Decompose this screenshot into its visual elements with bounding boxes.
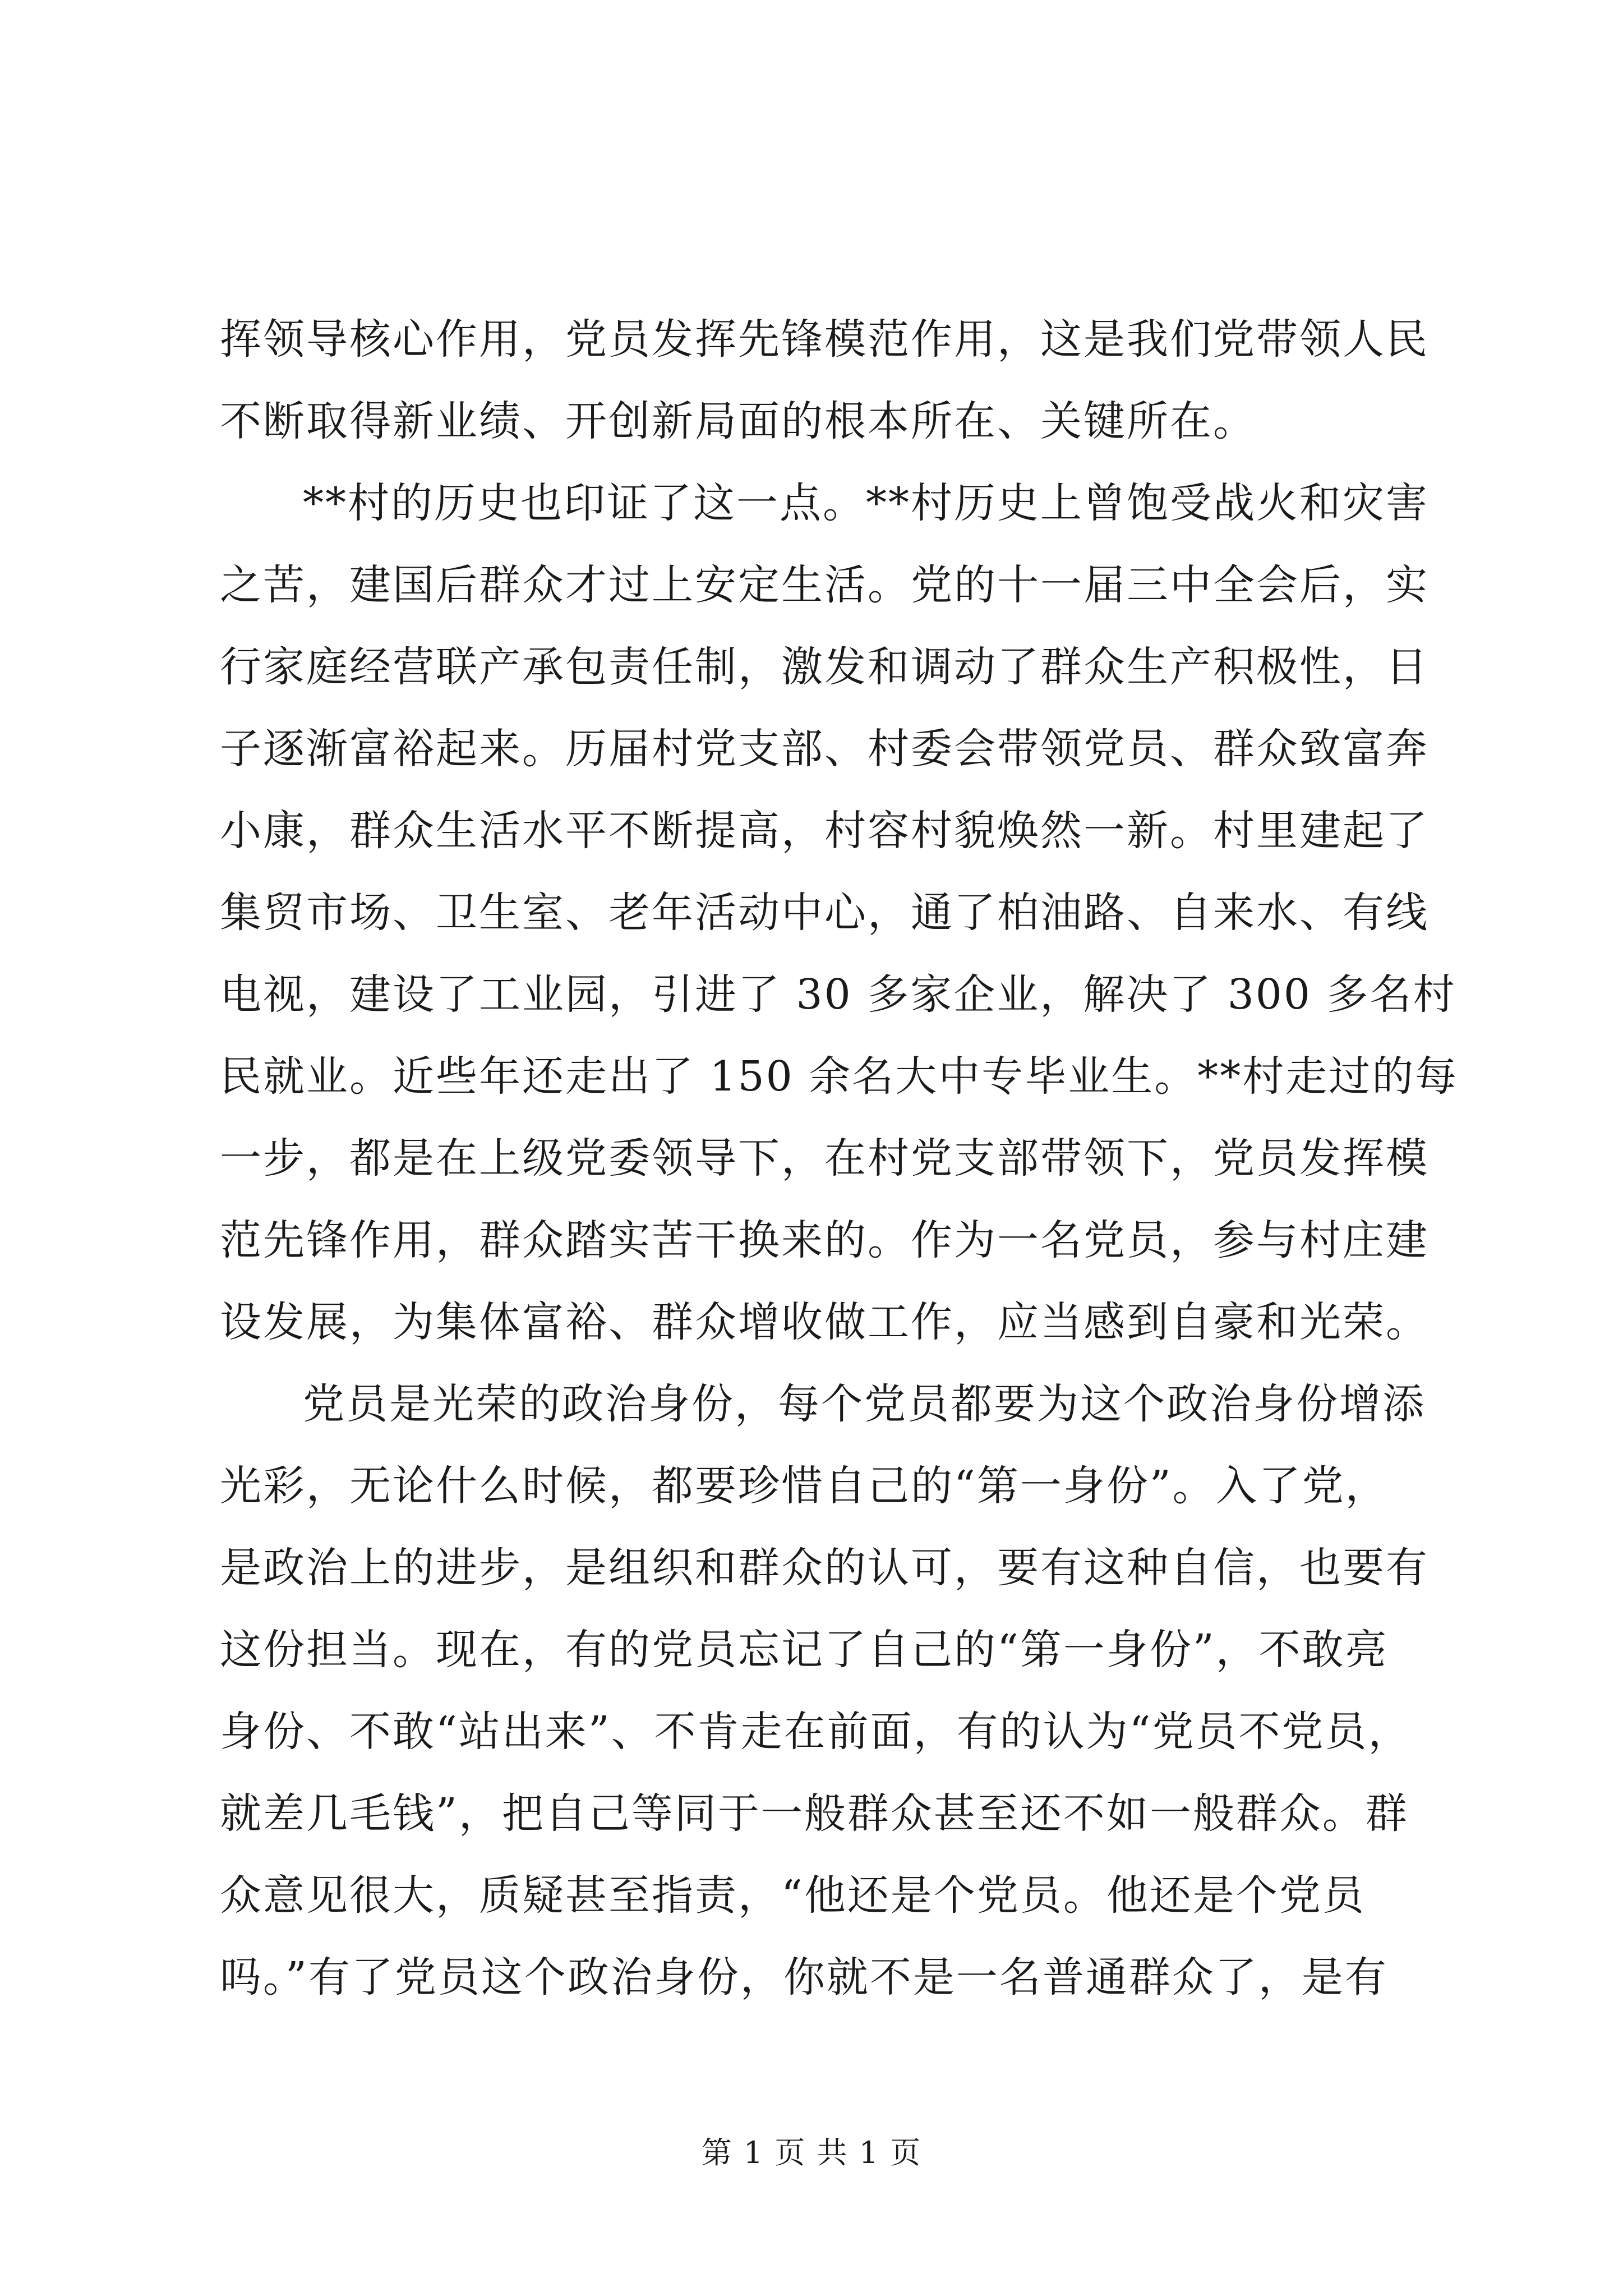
text-line: 集贸市场、卫生室、老年活动中心，通了柏油路、自来水、有线 — [220, 889, 1429, 937]
text-line: 小康，群众生活水平不断提高，村容村貌焕然一新。村里建起了 — [220, 807, 1429, 855]
text-line: 不断取得新业绩、开创新局面的根本所在、关键所在。 — [220, 397, 1256, 445]
page-footer — [0, 2131, 1623, 2175]
text-line: 就差几毛钱”，把自己等同于一般群众甚至还不如一般群众。群 — [220, 1789, 1409, 1838]
text-line: 行家庭经营联产承包责任制，激发和调动了群众生产积极性，日 — [220, 643, 1429, 691]
paragraph-start-line: **村的历史也印证了这一点。**村历史上曾饱受战火和灾害 — [303, 479, 1429, 527]
text-line: 光彩，无论什么时候，都要珍惜自己的“第一身份”。入了党， — [220, 1462, 1389, 1510]
text-line: 范先锋作用，群众踏实苦干换来的。作为一名党员，参与村庄建 — [220, 1216, 1429, 1264]
text-line: 一步，都是在上级党委领导下，在村党支部带领下，党员发挥模 — [220, 1134, 1429, 1182]
text-line: 挥领导核心作用，党员发挥先锋模范作用，这是我们党带领人民 — [220, 315, 1429, 364]
text-line: 电视，建设了工业园，引进了 30 多家企业，解决了 300 多名村 — [220, 970, 1456, 1019]
text-line: 之苦，建国后群众才过上安定生活。党的十一届三中全会后，实 — [220, 561, 1429, 609]
text-line: 设发展，为集体富裕、群众增收做工作，应当感到自豪和光荣。 — [220, 1298, 1429, 1346]
document-body — [220, 298, 1459, 2018]
text-line: 民就业。近些年还走出了 150 余名大中专毕业生。**村走过的每 — [220, 1052, 1459, 1101]
text-line: 众意见很大，质疑甚至指责，“他还是个党员。他还是个党员 — [220, 1871, 1366, 1920]
text-line: 这份担当。现在，有的党员忘记了自己的“第一身份”，不敢亮 — [220, 1626, 1389, 1674]
text-line: 吗。”有了党员这个政治身份，你就不是一名普通群众了，是有 — [220, 1953, 1388, 2001]
paragraph-start-line: 党员是光荣的政治身份，每个党员都要为这个政治身份增添 — [303, 1380, 1426, 1428]
text-line: 身份、不敢“站出来”、不肯走在前面，有的认为“党员不党员， — [220, 1708, 1412, 1756]
page-number: 第 1 页 共 1 页 — [701, 2135, 922, 2170]
text-line: 是政治上的进步，是组织和群众的认可，要有这种自信，也要有 — [220, 1544, 1429, 1592]
text-line: 子逐渐富裕起来。历届村党支部、村委会带领党员、群众致富奔 — [220, 725, 1429, 773]
